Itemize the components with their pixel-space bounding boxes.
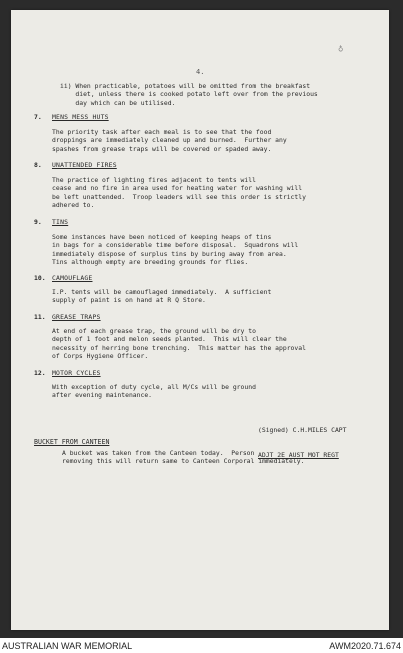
section-heading: GREASE TRAPS [52, 313, 101, 321]
section-number: 7. [34, 113, 42, 121]
section-heading: UNATTENDED FIRES [52, 161, 117, 169]
footer-catalogue-number: AWM2020.71.674 [329, 641, 401, 651]
section-number: 8. [34, 161, 42, 169]
section-text: I.P. tents will be camouflaged immediately. A sufficient supply of paint is on hand at R Q Store. [52, 288, 272, 305]
section-text: At end of each grease trap, the ground will be dry to depth of 1 foot and melon seeds planted. This will clear the necessity of herring bone trenching. This matter has the approval of Corps Hygiene Officer. [52, 327, 306, 361]
section-text: The practice of lighting fires adjacent to tents will cease and no fire in area used for heating water for washing will be left unattended. Troop leaders will see this order is strictly adhered to. [52, 176, 306, 210]
signature-line-2: ADJT 2E AUST MOT REGT [258, 451, 339, 460]
stamp-mark-icon: ♁ [338, 44, 344, 54]
section-number: 11. [34, 313, 46, 321]
section-number: 9. [34, 218, 42, 226]
section-text: Some instances have been noticed of keeping heaps of tins in bags for a considerable time before disposal. Squadrons will immediately dispose of surplus tins by buring away from area. Tins although empty are breeding grounds for flies. [52, 233, 299, 267]
page-number: 4. [196, 68, 205, 76]
footer-archive-name: AUSTRALIAN WAR MEMORIAL [2, 641, 133, 651]
section-number: 10. [34, 274, 46, 282]
section-text: With exception of duty cycle, all M/Cs will be ground after evening maintenance. [52, 383, 256, 400]
section-number: 12. [34, 369, 46, 377]
canteen-heading: BUCKET FROM CANTEEN [34, 438, 110, 446]
archive-footer [0, 638, 403, 653]
section-text: The priority task after each meal is to see that the food droppings are immediately cleaned up and burned. Further any spashes from grease traps will be covered or spaded away. [52, 128, 287, 153]
section-heading: MOTOR CYCLES [52, 369, 101, 377]
section-heading: MENS MESS HUTS [52, 113, 109, 121]
item-ii-text: ii) When practicable, potatoes will be omitted from the breakfast diet, unless there is cooked potato left over from the previous day which can be utilised. [60, 82, 318, 107]
canteen-text: A bucket was taken from the Canteen today. Person removing this will return same to Canteen Corporal immediately. [62, 449, 305, 466]
section-heading: TINS [52, 218, 69, 226]
section-heading: CAMOUFLAGE [52, 274, 93, 282]
signature-line-1: (Signed) C.H.MILES CAPT [258, 425, 347, 434]
